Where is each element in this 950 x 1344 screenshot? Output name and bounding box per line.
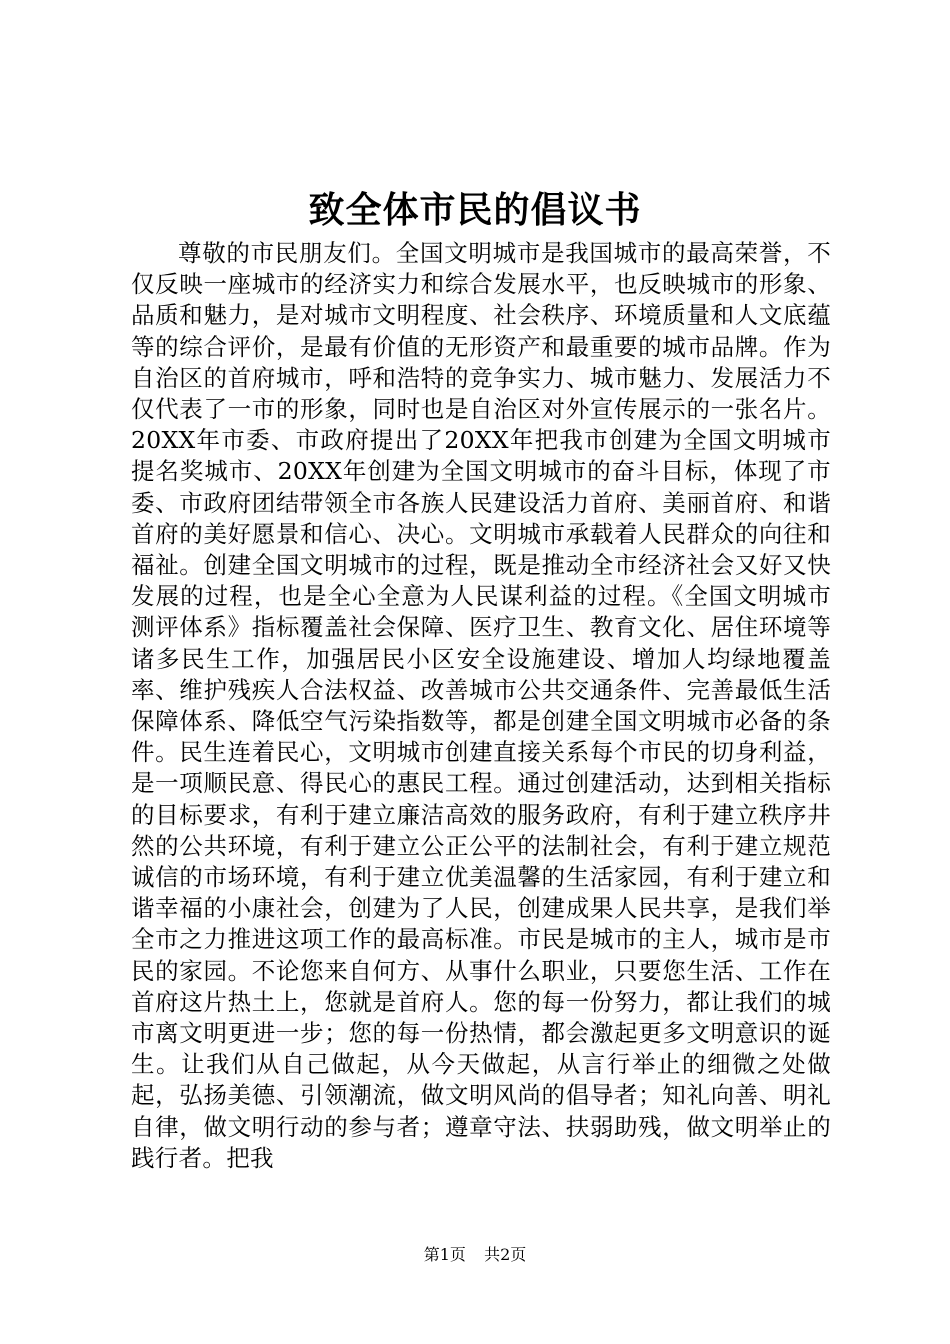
page-number-current: 第1页 [423, 1245, 466, 1264]
document-title: 致全体市民的倡议书 [308, 189, 642, 231]
page-number-total: 共2页 [484, 1245, 527, 1264]
page-footer [0, 1244, 950, 1266]
document-body-paragraph: 尊敬的市民朋友们。全国文明城市是我国城市的最高荣誉，不仅反映一座城市的经济实力和综合发展水平，也反映城市的形象、品质和魅力，是对城市文明程度、社会秩序、环境质量和人文底蕴等的综合评价，是最有价值的无形资产和最重要的城市品牌。作为自治区的首府城市，呼和浩特的竞争实力、城市魅力、发展活力不仅代表了一市的形象，同时也是自治区对外宣传展示的一张名片。20XX年市委、市政府提出了20XX年把我市创建为全国文明城市提名奖城市、20XX年创建为全国文明城市的奋斗目标，体现了市委、市政府团结带领全市各族人民建设活力首府、美丽首府、和谐首府的美好愿景和信心、决心。文明城市承载着人民群众的向往和福祉。创建全国文明城市的过程，既是推动全市经济社会又好又快发展的过程，也是全心全意为人民谋利益的过程。《全国文明城市测评体系》指标覆盖社会保障、医疗卫生、教育文化、居住环境等诸多民生工作，加强居民小区安全设施建设、增加人均绿地覆盖率、维护残疾人合法权益、改善城市公共交通条件、完善最低生活保障体系、降低空气污染指数等，都是创建全国文明城市必备的条件。民生连着民心，文明城市创建直接关系每个市民的切身利益，是一项顺民意、得民心的惠民工程。通过创建活动，达到相关指标的目标要求，有利于建立廉洁高效的服务政府，有利于建立秩序井然的公共环境，有利于建立公正公平的法制社会，有利于建立规范诚信的市场环境，有利于建立优美温馨的生活家园，有利于建立和谐幸福的小康社会，创建为了人民，创建成果人民共享，是我们举全市之力推进这项工作的最高标准。市民是城市的主人，城市是市民的家园。不论您来自何方、从事什么职业，只要您生活、工作在首府这片热土上，您就是首府人。您的每一份努力，都让我们的城市离文明更进一步；您的每一份热情，都会激起更多文明意识的诞生。让我们从自己做起，从今天做起，从言行举止的细微之处做起，弘扬美德、引领潮流，做文明风尚的倡导者；知礼向善、明礼自律，做文明行动的参与者；遵章守法、扶弱助残，做文明举止的践行者。把我 [131, 239, 831, 1172]
